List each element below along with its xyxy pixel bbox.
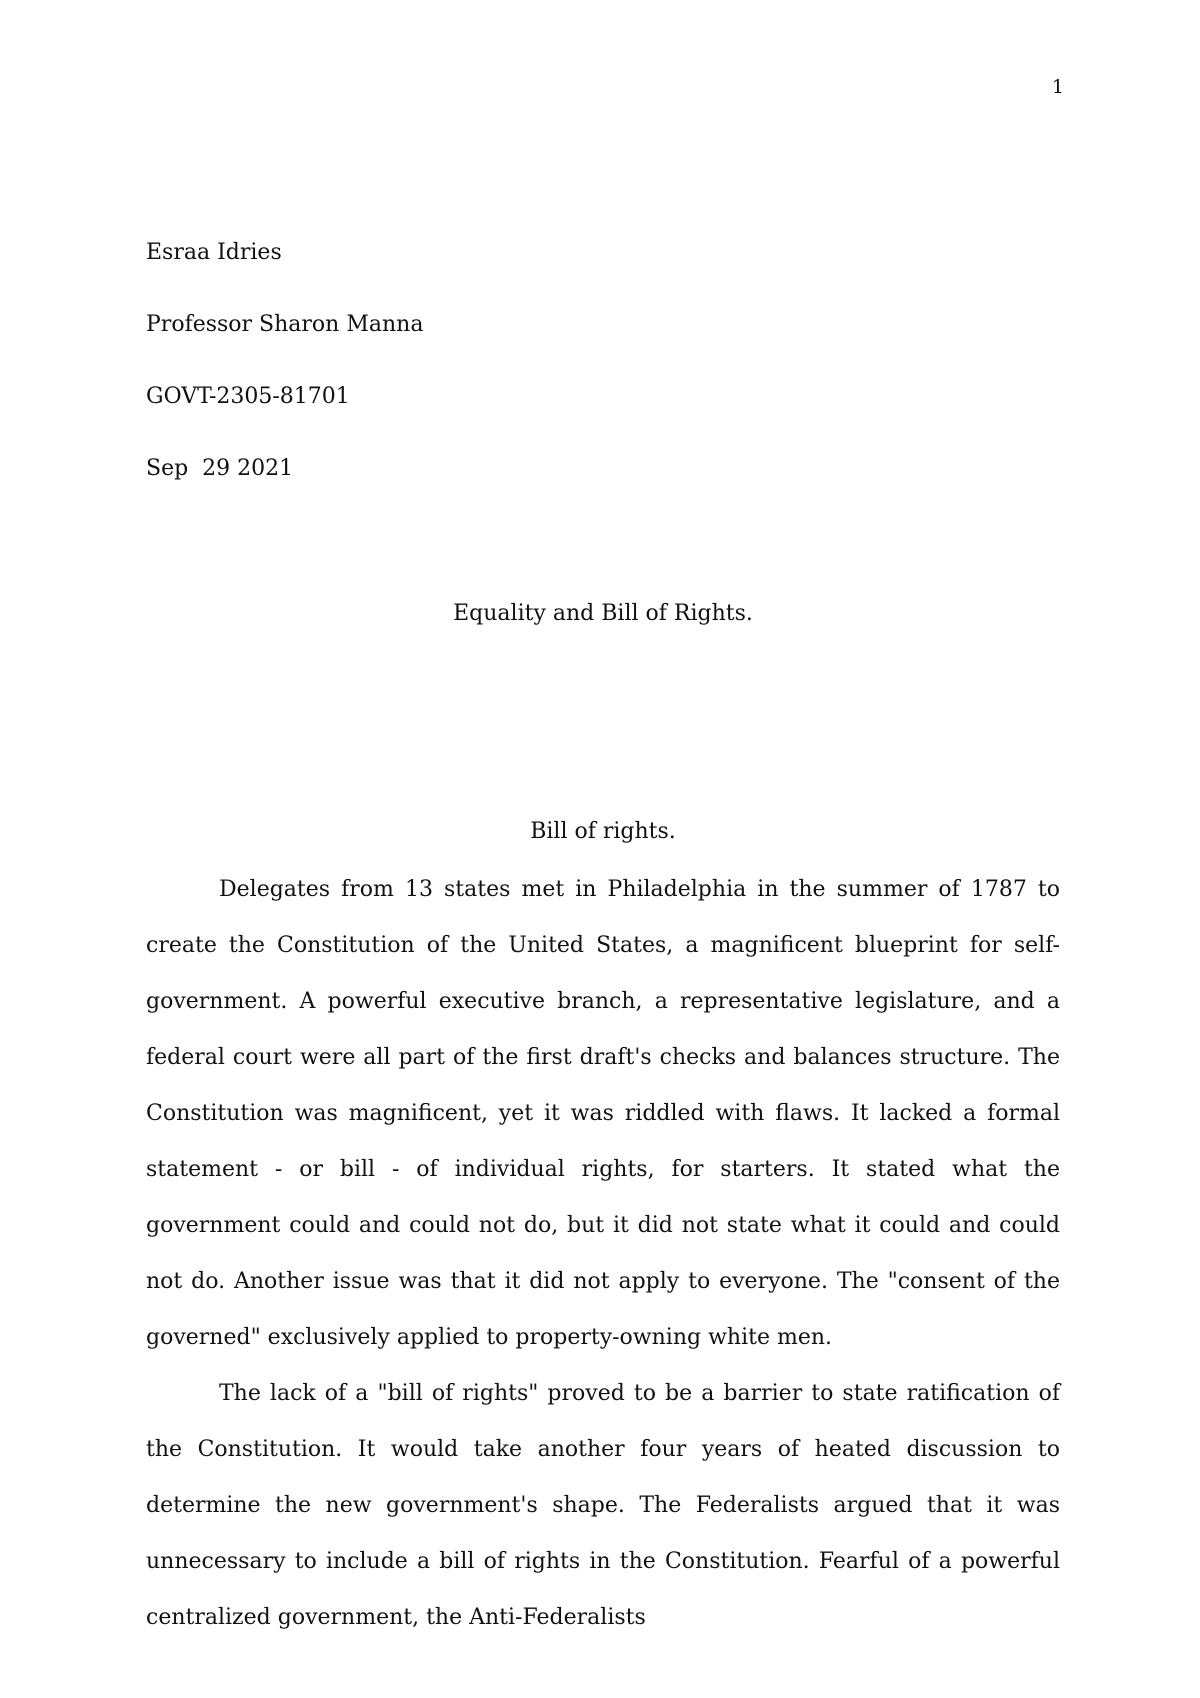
page-number: 1 xyxy=(1051,76,1064,98)
document-title: Equality and Bill of Rights. xyxy=(453,601,753,626)
paragraph-1: Delegates from 13 states met in Philadelphia in the summer of 1787 to create the Constitution of the United States, a magnificent blueprint for self-government. A powerful executive branch, a representative legislature, and a federal court were all part of the first draft's checks and balances structure. The Constitution was magnificent, yet it was riddled with flaws. It lacked a formal statement - or bill - of individual rights, for starters. It stated what the government could and could not do, but it did not state what it could and could not do. Another issue was that it did not apply to everyone. The "consent of the governed" exclusively applied to property-owning white men. xyxy=(146,877,1060,1350)
author-name: Esraa Idries xyxy=(146,240,282,265)
section-heading: Bill of rights. xyxy=(530,819,676,844)
professor-name: Professor Sharon Manna xyxy=(146,312,424,337)
document-date: Sep 29 2021 xyxy=(146,456,294,481)
header-block xyxy=(146,240,1046,528)
body-text xyxy=(146,862,1060,1646)
course-code: GOVT-2305-81701 xyxy=(146,384,350,409)
paragraph-2: The lack of a "bill of rights" proved to be a barrier to state ratification of the Constitution. It would take another four years of heated discussion to determine the new government's shape. The Federalists argued that it was unnecessary to include a bill of rights in the Constitution. Fearful of a powerful centralized government, the Anti-Federalists xyxy=(146,1381,1060,1630)
